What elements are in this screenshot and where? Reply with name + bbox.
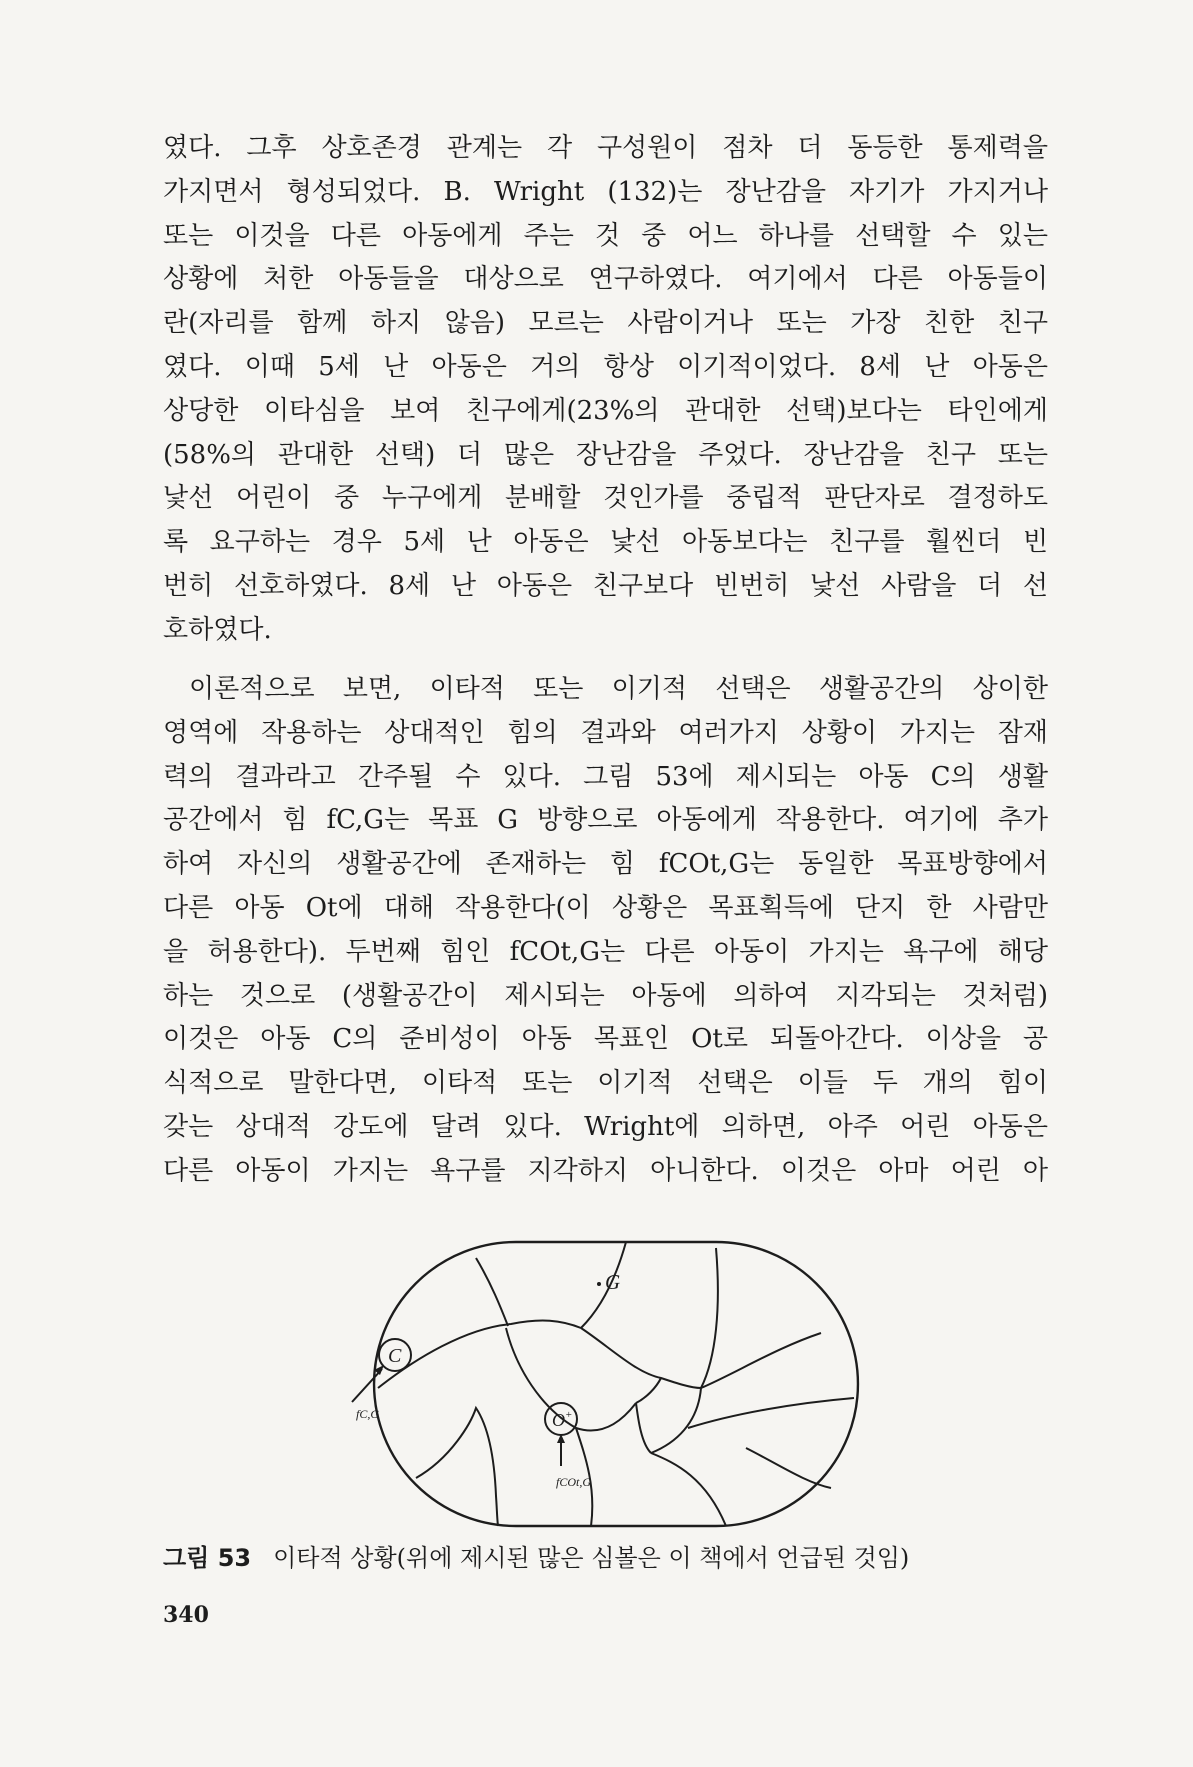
page-number: 340 — [163, 1602, 209, 1628]
text-line: 호하였다. — [163, 614, 272, 645]
text-line: 영역에 작용하는 상대적인 힘의 결과와 여러가지 상황이 가지는 잠재 — [163, 717, 1048, 748]
text-line: 력의 결과라고 간주될 수 있다. 그림 53에 제시되는 아동 C의 생활 — [163, 761, 1048, 792]
goal-dot — [597, 1282, 601, 1286]
text-line: 번히 선호하였다. 8세 난 아동은 친구보다 빈번히 낯선 사람을 더 선 — [163, 570, 1048, 601]
text-line: 하는 것으로 (생활공간이 제시되는 아동에 의하여 지각되는 것처럼) — [163, 980, 1048, 1011]
force-label-o: fCOt,G — [556, 1475, 592, 1489]
region-line — [636, 1403, 651, 1453]
region-line — [651, 1388, 701, 1453]
region-line — [378, 1321, 581, 1388]
text-line: 을 허용한다). 두번째 힘인 fCOt,G는 다른 아동이 가지는 욕구에 해당 — [163, 936, 1048, 967]
region-line — [651, 1453, 726, 1526]
force-arrow-c — [352, 1369, 382, 1402]
text-line: 이것은 아동 C의 준비성이 아동 목표인 Ot로 되돌아간다. 이상을 공 — [163, 1024, 1048, 1055]
text-line: 하여 자신의 생활공간에 존재하는 힘 fCOt,G는 동일한 목표방향에서 — [163, 849, 1048, 880]
figure-number: 그림 53 — [163, 1544, 252, 1572]
text-line: 란(자리를 함께 하지 않음) 모르는 사람이거나 또는 가장 친한 친구 — [163, 308, 1048, 339]
text-line: 또는 이것을 다른 아동에게 주는 것 중 어느 하나를 선택할 수 있는 — [163, 220, 1048, 251]
life-space-diagram — [356, 1238, 866, 1528]
text-line: 공간에서 힘 fC,G는 목표 G 방향으로 아동에게 작용한다. 여기에 추가 — [163, 805, 1048, 836]
paragraph-2 — [163, 668, 1048, 1194]
caption-text: 이타적 상황(위에 제시된 많은 심볼은 이 책에서 언급된 것임) — [273, 1544, 910, 1572]
text-line: 갖는 상대적 강도에 달려 있다. Wright에 의하면, 아주 어린 아동은 — [163, 1111, 1048, 1142]
text-line: 가지면서 형성되었다. B. Wright (132)는 장난감을 자기가 가지거나 — [163, 176, 1048, 207]
goal-label: G — [605, 1270, 621, 1294]
text-line: 다른 아동 Ot에 대해 작용한다(이 상황은 목표획득에 단지 한 사람만 — [163, 892, 1048, 923]
text-line: 상당한 이타심을 보여 친구에게(23%의 관대한 선택)보다는 타인에게 — [163, 395, 1048, 426]
region-line — [701, 1333, 821, 1388]
figure-caption — [163, 1538, 1048, 1573]
force-label-c: fC,G — [356, 1407, 380, 1421]
paragraph-1 — [163, 127, 1048, 653]
region-line — [688, 1398, 854, 1428]
text-line: 식적으로 말한다면, 이타적 또는 이기적 선택은 이들 두 개의 힘이 — [163, 1068, 1048, 1099]
region-line — [581, 1328, 701, 1388]
region-line — [416, 1408, 498, 1526]
text-line: 다른 아동이 가지는 욕구를 지각하지 아니한다. 이것은 아마 어린 아 — [163, 1155, 1048, 1186]
region-line — [636, 1378, 661, 1403]
region-line — [701, 1248, 718, 1388]
child-c-label: C — [388, 1345, 402, 1367]
text-line: 였다. 그후 상호존경 관계는 각 구성원이 점차 더 동등한 통제력을 — [163, 133, 1048, 163]
text-line: 낯선 어린이 중 누구에게 분배할 것인가를 중립적 판단자로 결정하도 — [163, 483, 1048, 514]
text-line: 였다. 이때 5세 난 아동은 거의 항상 이기적이었다. 8세 난 아동은 — [163, 351, 1048, 382]
text-line: (58%의 관대한 선택) 더 많은 장난감을 주었다. 장난감을 친구 또는 — [163, 439, 1048, 470]
region-line — [476, 1258, 508, 1326]
other-child-label: O+ — [552, 1409, 573, 1430]
text-line: 이론적으로 보면, 이타적 또는 이기적 선택은 생활공간의 상이한 — [189, 674, 1048, 704]
text-line: 상황에 처한 아동들을 대상으로 연구하였다. 여기에서 다른 아동들이 — [163, 264, 1048, 295]
text-line: 록 요구하는 경우 5세 난 아동은 낯선 아동보다는 친구를 훨씬더 빈 — [163, 527, 1048, 558]
